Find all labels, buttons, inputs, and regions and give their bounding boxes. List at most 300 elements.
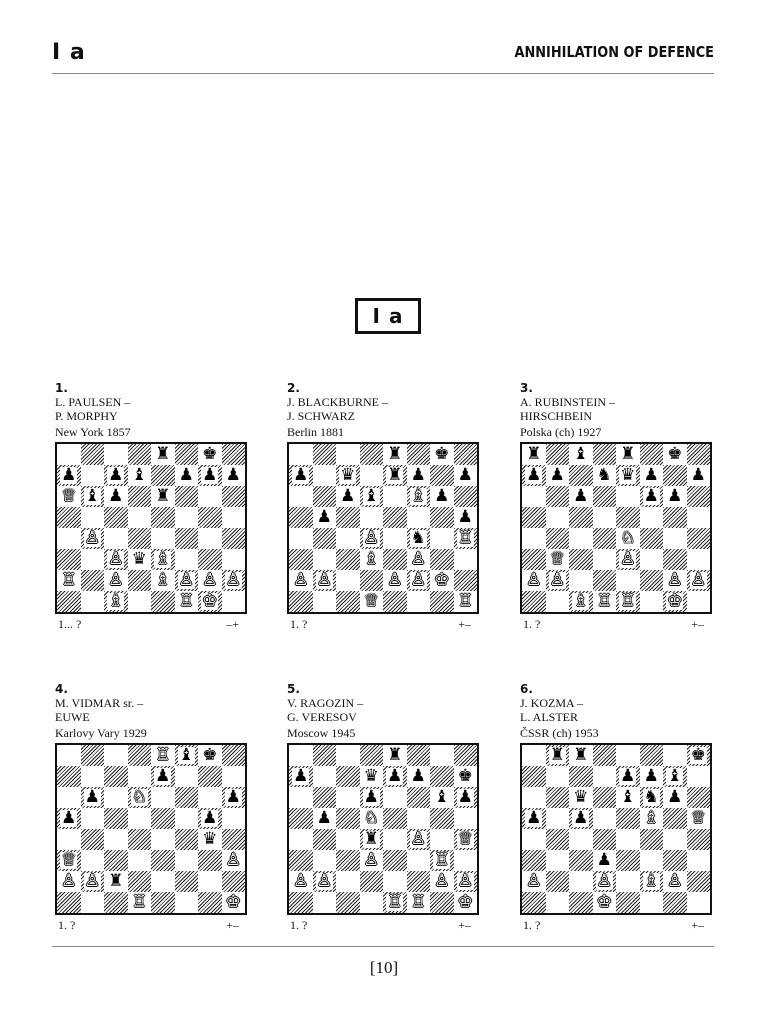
board-square xyxy=(57,745,81,766)
board-square xyxy=(407,766,431,787)
white-pawn-icon: ♙ xyxy=(293,570,309,590)
move-prompt: 1... ? xyxy=(58,617,82,631)
board-square xyxy=(569,591,593,612)
board-square xyxy=(430,808,454,829)
board-square xyxy=(640,808,664,829)
board-square xyxy=(175,549,199,570)
board-square xyxy=(289,549,313,570)
board-square xyxy=(454,808,478,829)
board-square xyxy=(593,766,617,787)
board-square xyxy=(128,829,152,850)
board-square xyxy=(430,486,454,507)
board-square xyxy=(407,787,431,808)
board-square xyxy=(289,850,313,871)
black-player: EUWE xyxy=(55,710,90,724)
board-square xyxy=(57,549,81,570)
board-square xyxy=(313,444,337,465)
white-rook-icon: ♖ xyxy=(596,591,612,611)
board-square xyxy=(360,829,384,850)
white-rook-icon: ♖ xyxy=(155,745,171,765)
white-bishop-icon: ♗ xyxy=(643,808,659,828)
board-square xyxy=(522,787,546,808)
game-place-year: Polska (ch) 1927 xyxy=(520,425,602,439)
board-square xyxy=(128,549,152,570)
board-square xyxy=(430,829,454,850)
board-square xyxy=(151,507,175,528)
board-square xyxy=(407,808,431,829)
board-square xyxy=(546,507,570,528)
board-square xyxy=(383,850,407,871)
white-pawn-icon: ♙ xyxy=(108,570,124,590)
puzzle-6 xyxy=(520,682,716,932)
black-rook-icon: ♜ xyxy=(573,745,589,765)
chess-board xyxy=(520,442,712,614)
board-square xyxy=(128,850,152,871)
white-pawn-icon: ♙ xyxy=(667,871,683,891)
board-square xyxy=(687,787,711,808)
board-square xyxy=(57,591,81,612)
black-pawn-icon: ♟ xyxy=(667,486,683,506)
white-player: J. BLACKBURNE – xyxy=(287,395,389,409)
black-knight-icon: ♞ xyxy=(410,528,426,548)
board-square xyxy=(222,787,246,808)
move-prompt: 1. ? xyxy=(523,617,541,631)
board-square xyxy=(175,850,199,871)
board-square xyxy=(198,892,222,913)
board-square xyxy=(522,465,546,486)
board-square xyxy=(640,871,664,892)
board-square xyxy=(336,444,360,465)
board-square xyxy=(360,591,384,612)
board-square xyxy=(360,528,384,549)
puzzle-number: 4. xyxy=(55,682,68,696)
white-rook-icon: ♖ xyxy=(434,850,450,870)
black-player: G. VERESOV xyxy=(287,710,357,724)
board-square xyxy=(663,549,687,570)
puzzle-footer xyxy=(55,617,251,631)
board-square xyxy=(454,892,478,913)
board-square xyxy=(289,787,313,808)
footer-rule xyxy=(52,946,714,947)
white-bishop-icon: ♗ xyxy=(363,549,379,569)
board-square xyxy=(407,892,431,913)
black-pawn-icon: ♟ xyxy=(667,787,683,807)
board-square xyxy=(383,787,407,808)
board-square xyxy=(640,444,664,465)
board-square xyxy=(336,892,360,913)
board-square xyxy=(616,528,640,549)
board-square xyxy=(360,766,384,787)
game-place-year: ČSSR (ch) 1953 xyxy=(520,726,599,740)
board-square xyxy=(569,766,593,787)
board-square xyxy=(430,850,454,871)
board-square xyxy=(336,766,360,787)
board-square xyxy=(313,486,337,507)
black-pawn-icon: ♟ xyxy=(526,808,542,828)
board-square xyxy=(222,850,246,871)
white-player: A. RUBINSTEIN – xyxy=(520,395,615,409)
board-square xyxy=(104,444,128,465)
board-square xyxy=(222,871,246,892)
board-square xyxy=(687,892,711,913)
black-pawn-icon: ♟ xyxy=(596,850,612,870)
board-square xyxy=(616,892,640,913)
board-square xyxy=(616,745,640,766)
board-square xyxy=(616,808,640,829)
white-rook-icon: ♖ xyxy=(620,591,636,611)
board-square xyxy=(151,528,175,549)
black-pawn-icon: ♟ xyxy=(178,465,194,485)
board-square xyxy=(616,871,640,892)
chess-board xyxy=(55,743,247,915)
board-square xyxy=(81,528,105,549)
board-square xyxy=(593,570,617,591)
white-pawn-icon: ♙ xyxy=(410,570,426,590)
white-king-icon: ♔ xyxy=(225,892,241,912)
board-square xyxy=(128,444,152,465)
white-rook-icon: ♖ xyxy=(410,892,426,912)
board-square xyxy=(175,745,199,766)
puzzle-1 xyxy=(55,381,251,631)
board-square xyxy=(81,871,105,892)
board-square xyxy=(198,486,222,507)
black-queen-icon: ♛ xyxy=(131,549,147,569)
board-square xyxy=(104,745,128,766)
board-square xyxy=(175,808,199,829)
evaluation: +– xyxy=(458,918,471,932)
game-place-year: Berlin 1881 xyxy=(287,425,344,439)
white-pawn-icon: ♙ xyxy=(293,871,309,891)
board-square xyxy=(383,871,407,892)
white-player: L. PAULSEN – xyxy=(55,395,131,409)
white-rook-icon: ♖ xyxy=(387,892,403,912)
board-square xyxy=(104,766,128,787)
board-square xyxy=(640,787,664,808)
white-queen-icon: ♕ xyxy=(549,549,565,569)
board-square xyxy=(569,570,593,591)
black-queen-icon: ♛ xyxy=(340,465,356,485)
black-pawn-icon: ♟ xyxy=(643,486,659,506)
board-square xyxy=(313,745,337,766)
board-square xyxy=(522,549,546,570)
white-pawn-icon: ♙ xyxy=(549,570,565,590)
board-square xyxy=(616,570,640,591)
board-square xyxy=(81,766,105,787)
white-pawn-icon: ♙ xyxy=(84,528,100,548)
white-pawn-icon: ♙ xyxy=(363,850,379,870)
board-square xyxy=(522,745,546,766)
board-square xyxy=(104,871,128,892)
board-square xyxy=(663,766,687,787)
black-knight-icon: ♞ xyxy=(643,787,659,807)
white-queen-icon: ♕ xyxy=(61,850,77,870)
board-square xyxy=(593,892,617,913)
white-pawn-icon: ♙ xyxy=(457,871,473,891)
board-square xyxy=(313,549,337,570)
board-square xyxy=(522,808,546,829)
black-player: HIRSCHBEIN xyxy=(520,409,593,423)
board-square xyxy=(546,591,570,612)
board-square xyxy=(546,549,570,570)
board-square xyxy=(407,871,431,892)
board-square xyxy=(383,486,407,507)
white-pawn-icon: ♙ xyxy=(526,871,542,891)
board-square xyxy=(313,507,337,528)
board-square xyxy=(430,507,454,528)
white-pawn-icon: ♙ xyxy=(434,871,450,891)
board-square xyxy=(104,808,128,829)
black-king-icon: ♚ xyxy=(202,444,218,464)
black-rook-icon: ♜ xyxy=(620,444,636,464)
chapter-label: I a xyxy=(52,40,86,65)
board-square xyxy=(663,507,687,528)
board-square xyxy=(546,528,570,549)
board-square xyxy=(360,808,384,829)
black-king-icon: ♚ xyxy=(667,444,683,464)
board-square xyxy=(151,465,175,486)
board-square xyxy=(616,486,640,507)
board-square xyxy=(454,850,478,871)
board-square xyxy=(663,892,687,913)
board-square xyxy=(546,871,570,892)
board-square xyxy=(222,528,246,549)
board-square xyxy=(128,507,152,528)
white-pawn-icon: ♙ xyxy=(363,528,379,548)
board-square xyxy=(454,591,478,612)
board-square xyxy=(198,745,222,766)
board-square xyxy=(569,507,593,528)
board-square xyxy=(454,570,478,591)
white-knight-icon: ♘ xyxy=(131,787,147,807)
white-bishop-icon: ♗ xyxy=(410,486,426,506)
white-rook-icon: ♖ xyxy=(178,591,194,611)
board-square xyxy=(593,591,617,612)
white-pawn-icon: ♙ xyxy=(526,570,542,590)
board-square xyxy=(569,787,593,808)
board-square xyxy=(104,829,128,850)
board-square xyxy=(104,486,128,507)
black-pawn-icon: ♟ xyxy=(61,808,77,828)
white-pawn-icon: ♙ xyxy=(61,871,77,891)
board-square xyxy=(383,444,407,465)
puzzle-footer xyxy=(520,918,716,932)
black-bishop-icon: ♝ xyxy=(620,787,636,807)
black-pawn-icon: ♟ xyxy=(457,507,473,527)
board-square xyxy=(313,528,337,549)
board-square xyxy=(640,507,664,528)
board-square xyxy=(663,444,687,465)
board-square xyxy=(522,486,546,507)
black-pawn-icon: ♟ xyxy=(293,465,309,485)
board-square xyxy=(198,549,222,570)
board-square xyxy=(313,570,337,591)
puzzle-4 xyxy=(55,682,251,932)
black-king-icon: ♚ xyxy=(690,745,706,765)
board-square xyxy=(454,486,478,507)
board-square xyxy=(222,892,246,913)
board-square xyxy=(593,528,617,549)
board-square xyxy=(313,808,337,829)
board-square xyxy=(663,808,687,829)
black-bishop-icon: ♝ xyxy=(363,486,379,506)
board-square xyxy=(104,507,128,528)
board-square xyxy=(313,871,337,892)
white-bishop-icon: ♗ xyxy=(155,570,171,590)
black-pawn-icon: ♟ xyxy=(316,507,332,527)
board-square xyxy=(81,745,105,766)
board-square xyxy=(81,549,105,570)
black-rook-icon: ♜ xyxy=(155,486,171,506)
board-square xyxy=(151,745,175,766)
board-square xyxy=(222,570,246,591)
board-square xyxy=(198,871,222,892)
board-square xyxy=(81,486,105,507)
board-square xyxy=(640,465,664,486)
board-square xyxy=(222,745,246,766)
board-square xyxy=(663,829,687,850)
board-square xyxy=(313,829,337,850)
board-square xyxy=(222,829,246,850)
board-square xyxy=(336,850,360,871)
board-square xyxy=(336,528,360,549)
board-square xyxy=(336,591,360,612)
white-queen-icon: ♕ xyxy=(457,829,473,849)
board-square xyxy=(687,829,711,850)
board-square xyxy=(687,486,711,507)
board-square xyxy=(593,787,617,808)
white-pawn-icon: ♙ xyxy=(596,871,612,891)
board-square xyxy=(151,486,175,507)
board-square xyxy=(151,591,175,612)
white-player: M. VIDMAR sr. – xyxy=(55,696,144,710)
game-place-year: Karlovy Vary 1929 xyxy=(55,726,147,740)
board-square xyxy=(151,829,175,850)
board-square xyxy=(57,787,81,808)
board-square xyxy=(198,591,222,612)
white-pawn-icon: ♙ xyxy=(387,570,403,590)
black-pawn-icon: ♟ xyxy=(690,465,706,485)
board-square xyxy=(569,528,593,549)
black-queen-icon: ♛ xyxy=(573,787,589,807)
board-square xyxy=(383,507,407,528)
board-square xyxy=(430,444,454,465)
puzzle-number: 1. xyxy=(55,381,68,395)
board-square xyxy=(546,829,570,850)
board-square xyxy=(640,766,664,787)
board-square xyxy=(407,570,431,591)
board-square xyxy=(104,591,128,612)
move-prompt: 1. ? xyxy=(523,918,541,932)
board-square xyxy=(175,829,199,850)
board-square xyxy=(336,745,360,766)
board-square xyxy=(663,787,687,808)
board-square xyxy=(383,829,407,850)
board-square xyxy=(454,871,478,892)
board-square xyxy=(81,808,105,829)
white-knight-icon: ♘ xyxy=(363,808,379,828)
black-pawn-icon: ♟ xyxy=(363,787,379,807)
board-square xyxy=(57,829,81,850)
board-square xyxy=(687,850,711,871)
board-square xyxy=(198,528,222,549)
board-square xyxy=(57,507,81,528)
white-queen-icon: ♕ xyxy=(690,808,706,828)
board-square xyxy=(616,787,640,808)
board-square xyxy=(407,507,431,528)
board-square xyxy=(57,808,81,829)
board-square xyxy=(546,486,570,507)
board-square xyxy=(128,465,152,486)
board-square xyxy=(383,808,407,829)
board-square xyxy=(640,850,664,871)
board-square xyxy=(57,486,81,507)
black-king-icon: ♚ xyxy=(434,444,450,464)
puzzle-number: 3. xyxy=(520,381,533,395)
board-square xyxy=(175,570,199,591)
board-square xyxy=(616,591,640,612)
black-pawn-icon: ♟ xyxy=(387,766,403,786)
board-square xyxy=(360,787,384,808)
board-square xyxy=(616,507,640,528)
board-square xyxy=(151,787,175,808)
board-square xyxy=(407,549,431,570)
board-square xyxy=(81,591,105,612)
puzzle-2 xyxy=(287,381,483,631)
board-square xyxy=(175,507,199,528)
board-square xyxy=(383,528,407,549)
board-square xyxy=(663,591,687,612)
board-square xyxy=(104,570,128,591)
board-square xyxy=(175,465,199,486)
white-pawn-icon: ♙ xyxy=(84,871,100,891)
black-queen-icon: ♛ xyxy=(202,829,218,849)
board-square xyxy=(546,570,570,591)
black-pawn-icon: ♟ xyxy=(410,465,426,485)
black-rook-icon: ♜ xyxy=(549,745,565,765)
board-square xyxy=(383,591,407,612)
board-square xyxy=(175,787,199,808)
board-square xyxy=(151,444,175,465)
board-square xyxy=(407,444,431,465)
black-pawn-icon: ♟ xyxy=(61,465,77,485)
board-square xyxy=(151,871,175,892)
board-square xyxy=(687,766,711,787)
black-knight-icon: ♞ xyxy=(596,465,612,485)
board-square xyxy=(430,570,454,591)
board-square xyxy=(57,465,81,486)
game-place-year: New York 1857 xyxy=(55,425,131,439)
evaluation: +– xyxy=(226,918,239,932)
board-square xyxy=(616,549,640,570)
black-bishop-icon: ♝ xyxy=(573,444,589,464)
board-square xyxy=(104,850,128,871)
board-square xyxy=(57,444,81,465)
white-pawn-icon: ♙ xyxy=(667,570,683,590)
board-square xyxy=(522,570,546,591)
white-bishop-icon: ♗ xyxy=(108,591,124,611)
black-player: J. SCHWARZ xyxy=(287,409,356,423)
black-rook-icon: ♜ xyxy=(387,444,403,464)
black-pawn-icon: ♟ xyxy=(293,766,309,786)
white-queen-icon: ♕ xyxy=(61,486,77,506)
board-square xyxy=(454,745,478,766)
board-square xyxy=(616,465,640,486)
board-square xyxy=(593,745,617,766)
board-square xyxy=(593,871,617,892)
board-square xyxy=(569,808,593,829)
black-pawn-icon: ♟ xyxy=(84,787,100,807)
board-square xyxy=(175,444,199,465)
